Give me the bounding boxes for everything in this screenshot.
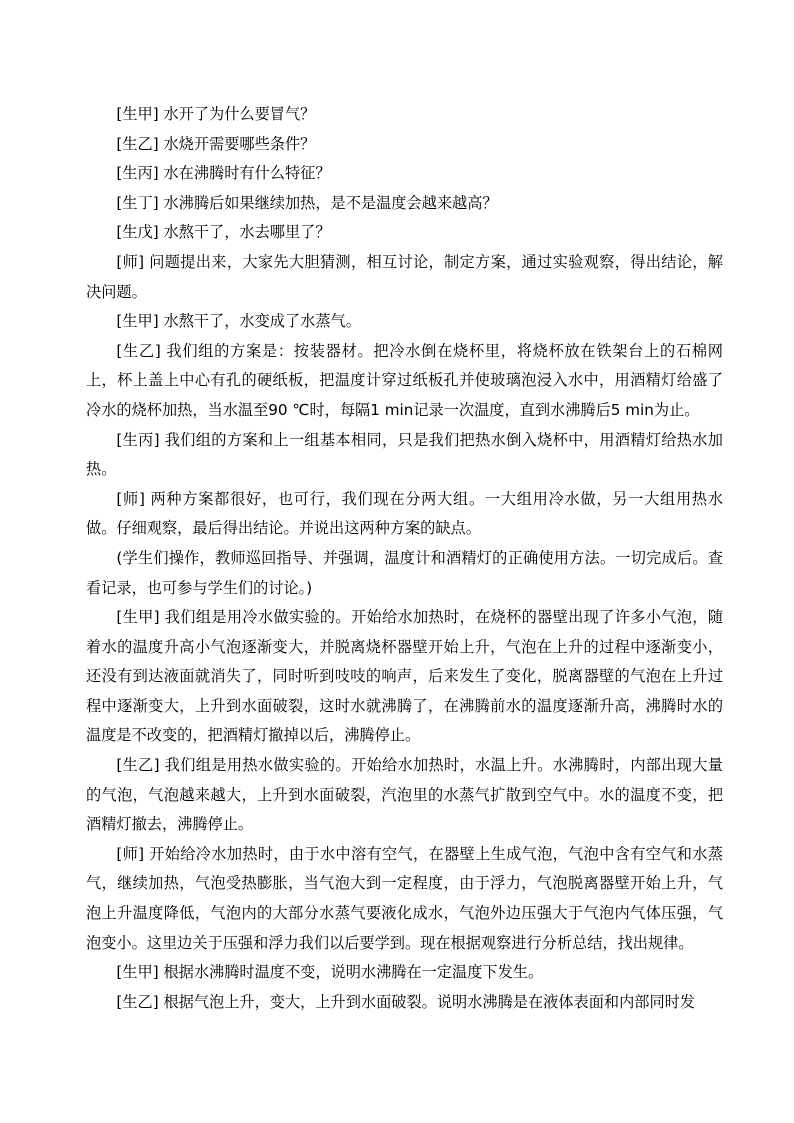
paragraph-16: [生乙] 根据气泡上升，变大，上升到水面破裂。说明水沸腾是在液体表面和内部同时发: [116, 992, 696, 1011]
paragraph-1: [生甲] 水开了为什么要冒气？: [116, 105, 316, 123]
paragraph-5: [生戊] 水熬干了，水去哪里了？: [116, 223, 331, 242]
paragraph-11: (学生们操作，教师巡回指导、并强调，温度计和酒精灯的正确使用方法。一切完成后。查看记录，也可参与学生们的讨论。): [86, 548, 723, 597]
paragraph-14: [师] 开始给冷水加热时，由于水中溶有空气，在器壁上生成气泡，气泡中含有空气和水蒸气，继续加热，气泡受热膨胀，当气泡大到一定程度，由于浮力，气泡脱离器壁开始上升，气泡上升温度降低，气泡内的大部分水蒸气要液化成水，气泡外边压强大于气泡内气体压强，气泡变小。这里边关于压强和浮力我们以后要学到。现在根据观察进行分析总结，找出规律。: [86, 844, 723, 952]
paragraph-15: [生甲] 根据水沸腾时温度不变，说明水沸腾在一定温度下发生。: [116, 963, 544, 982]
paragraph-10: [师] 两种方案都很好，也可行，我们现在分两大组。一大组用冷水做，另一大组用热水做。仔细观察，最后得出结论。并说出这两种方案的缺点。: [86, 489, 723, 538]
paragraph-7: [生甲] 水熬干了，水变成了水蒸气。: [116, 312, 361, 331]
paragraph-12: [生甲] 我们组是用冷水做实验的。开始给水加热时，在烧杯的器壁出现了许多小气泡，随着水的温度升高小气泡逐渐变大，并脱离烧杯器壁开始上升，气泡在上升的过程中逐渐变小，还没有到达液面就消失了，同时听到吱吱的响声，后来发生了变化，脱离器壁的气泡在上升过程中逐渐变大，上升到水面破裂，这时水就沸腾了，在沸腾前水的温度逐渐升高，沸腾时水的温度是不改变的，把酒精灯撤掉以后，沸腾停止。: [86, 608, 723, 745]
paragraph-13: [生乙] 我们组是用热水做实验的。开始给水加热时，水温上升。水沸腾时，内部出现大量的气泡，气泡越来越大，上升到水面破裂，汽泡里的水蒸气扩散到空气中。水的温度不变，把酒精灯撤去，沸腾停止。: [86, 756, 723, 834]
paragraph-2: [生乙] 水烧开需要哪些条件？: [116, 134, 316, 153]
paragraph-8: [生乙] 我们组的方案是：按装器材。把冷水倒在烧杯里，将烧杯放在铁架台上的石棉网上，杯上盖上中心有孔的硬纸板，把温度计穿过纸板孔并使玻璃泡浸入水中，用酒精灯给盛了冷水的烧杯加热，当水温至90 ℃时，每隔1 min记录一次温度，直到水沸腾后5 min为止。: [86, 341, 723, 419]
paragraph-6: [师] 问题提出来，大家先大胆猜测，相互讨论，制定方案，通过实验观察，得出结论，解决问题。: [86, 252, 723, 301]
paragraph-3: [生丙] 水在沸腾时有什么特征？: [116, 164, 331, 183]
paragraph-9: [生丙] 我们组的方案和上一组基本相同，只是我们把热水倒入烧杯中，用酒精灯给热水加热。: [86, 430, 723, 479]
document-body: [86, 100, 723, 1017]
paragraph-4: [生丁] 水沸腾后如果继续加热，是不是温度会越来越高？: [116, 193, 498, 212]
